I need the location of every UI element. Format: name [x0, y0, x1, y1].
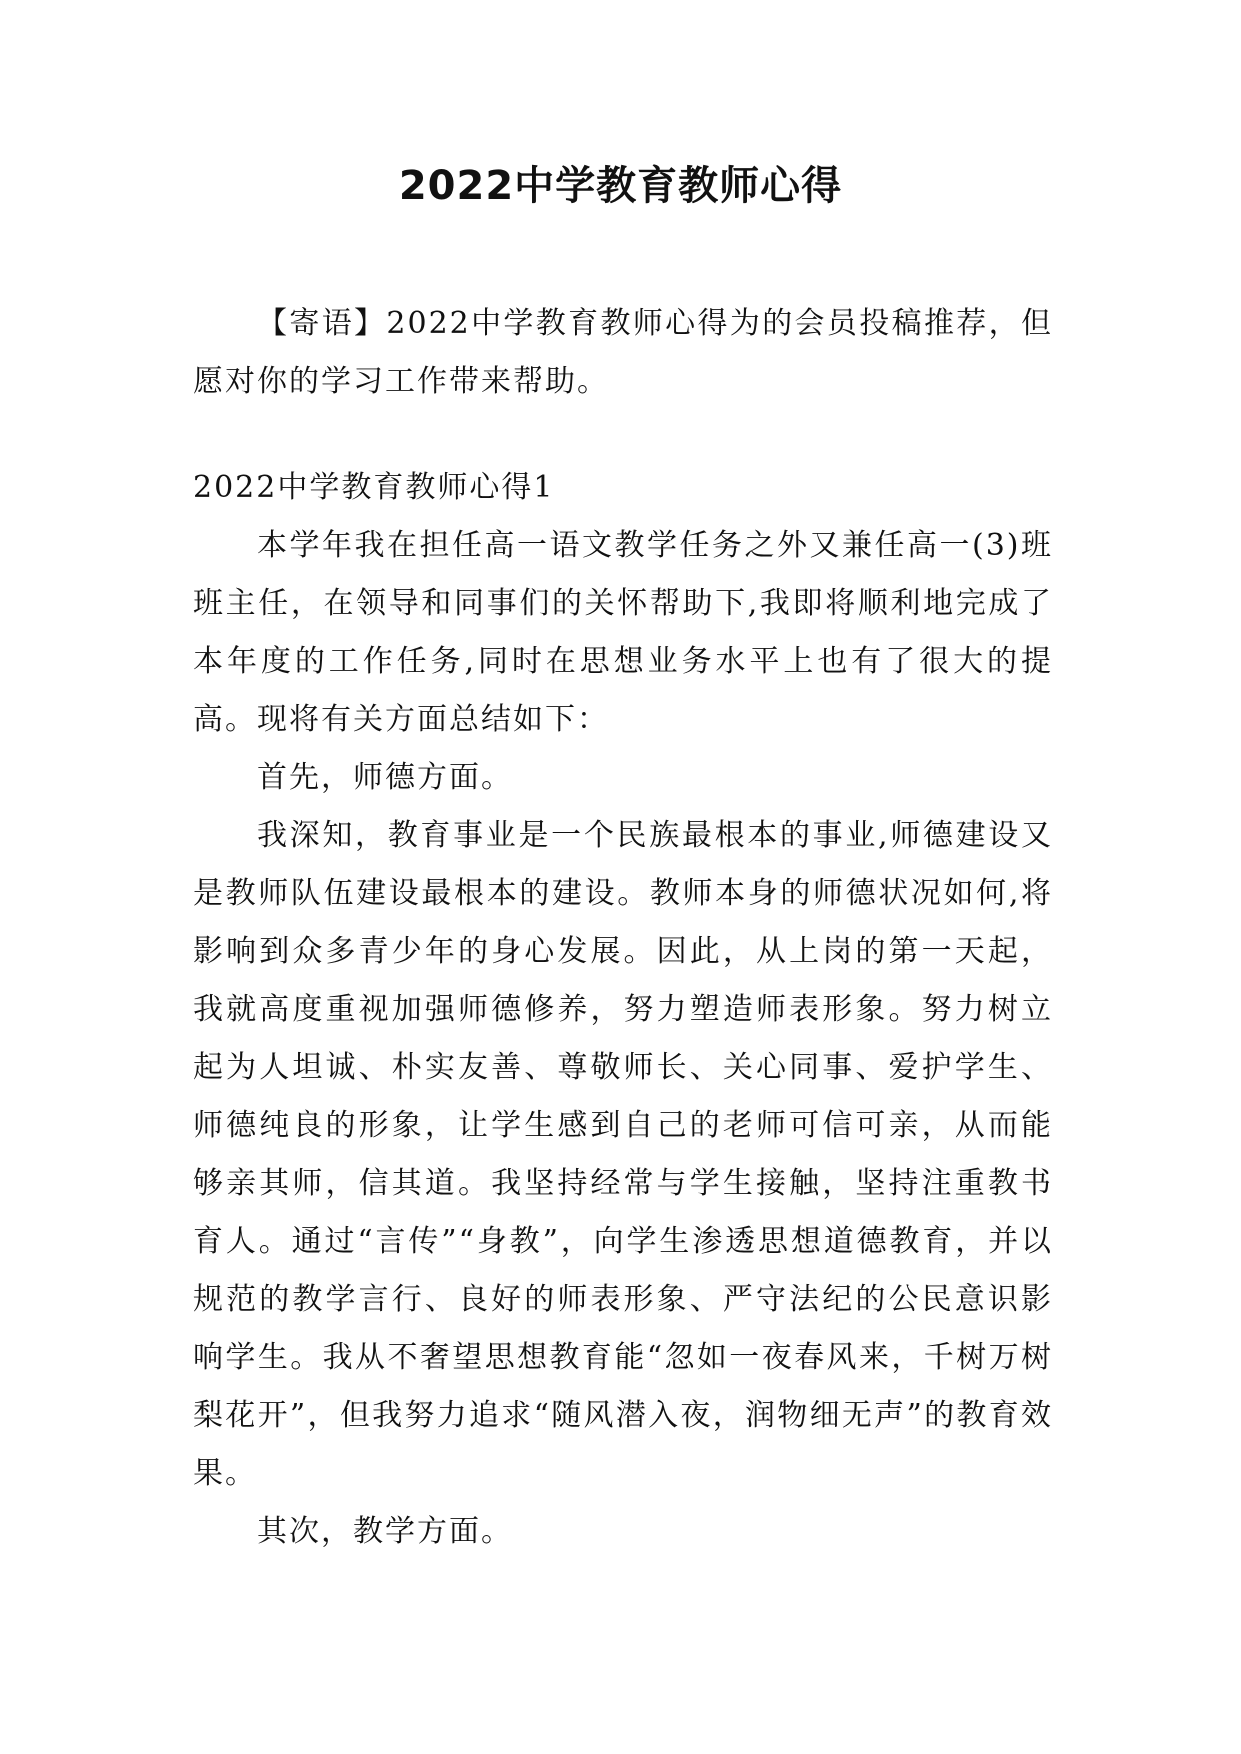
body-paragraph: 我深知，教育事业是一个民族最根本的事业,师德建设又是教师队伍建设最根本的建设。教师本身的师德状况如何,将影响到众多青少年的身心发展。因此，从上岗的第一天起，我就高度重视加强师德修养，努力塑造师表形象。努力树立起为人坦诚、朴实友善、尊敬师长、关心同事、爱护学生、师德纯良的形象，让学生感到自己的老师可信可亲，从而能够亲其师，信其道。我坚持经常与学生接触，坚持注重教书育人。通过“言传”“身教”，向学生渗透思想道德教育，并以规范的教学言行、良好的师表形象、严守法纪的公民意识影响学生。我从不奢望思想教育能“忽如一夜春风来，千树万树梨花开”，但我努力追求“随风潜入夜，润物细无声”的教育效果。 [193, 818, 1053, 1491]
intro-paragraph: 【寄语】2022中学教育教师心得为的会员投稿推荐，但愿对你的学习工作带来帮助。 [193, 306, 1053, 399]
document-body [193, 295, 1053, 1561]
body-paragraph: 首先，师德方面。 [257, 760, 513, 795]
body-paragraph: 本学年我在担任高一语文教学任务之外又兼任高一(3)班班主任，在领导和同事们的关怀帮助下,我即将顺利地完成了本年度的工作任务,同时在思想业务水平上也有了很大的提高。现将有关方面总结如下： [193, 528, 1053, 737]
section-heading: 2022中学教育教师心得1 [193, 470, 555, 505]
spacer [193, 411, 1053, 459]
body-paragraph: 其次，教学方面。 [257, 1514, 513, 1549]
document-title: 2022中学教育教师心得 [398, 163, 843, 209]
